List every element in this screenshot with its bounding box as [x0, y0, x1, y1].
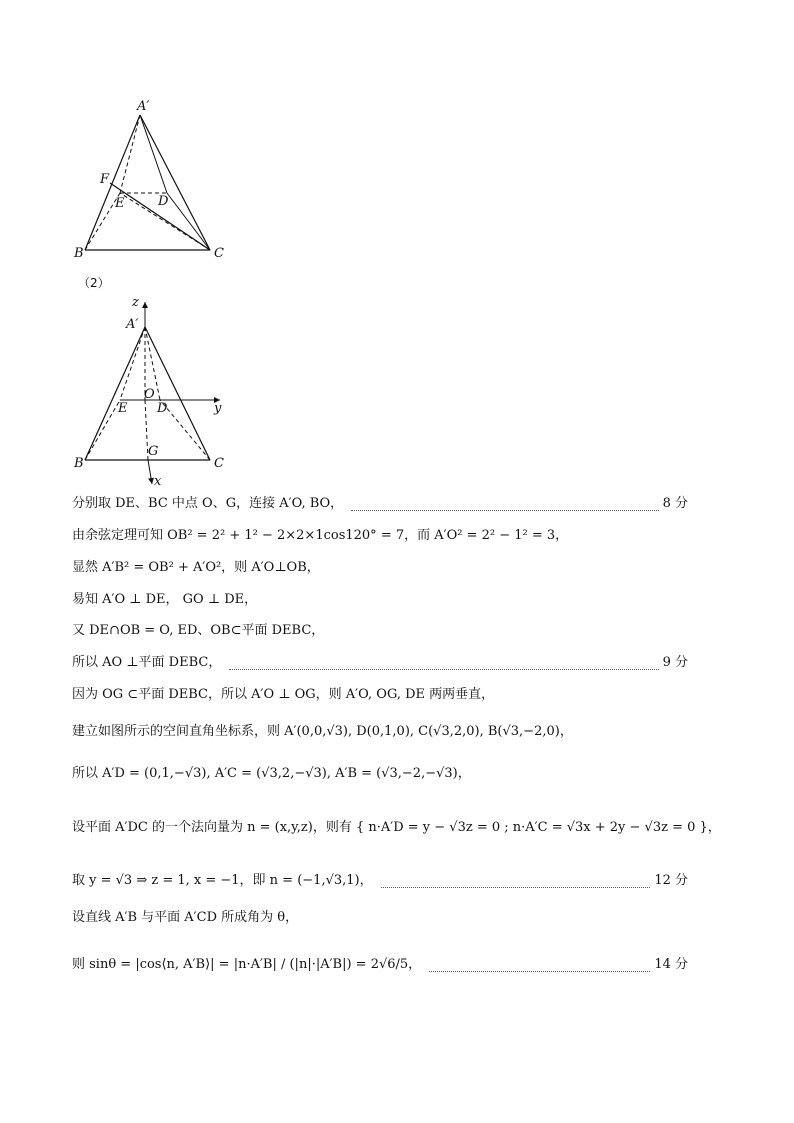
label-apex: A′ [137, 99, 150, 114]
score-label: 12 分 [654, 873, 688, 888]
solution-line-3 [72, 556, 688, 580]
line-text: 显然 A′B² = OB² + A′O²，则 A′O⊥OB， [72, 560, 320, 575]
label-o: O [144, 387, 155, 402]
line-text: 因为 OG ⊂平面 DEBC，所以 A′O ⊥ OG，则 A′O, OG, DE 两两垂直， [72, 687, 495, 702]
label-c: C [214, 456, 224, 471]
line-text: 易知 A′O ⊥ DE， GO ⊥ DE， [72, 592, 258, 607]
score-label: 14 分 [654, 957, 688, 972]
leader-dots [229, 657, 658, 670]
axis-label-z: z [132, 295, 139, 310]
figure-1-svg [60, 95, 240, 270]
line-text: 取 y = √3 ⇒ z = 1, x = −1，即 n = (−1,√3,1)， [72, 873, 373, 888]
score-label: 8 分 [662, 496, 688, 511]
solution-line-13 [72, 953, 688, 977]
axis-label-x: x [154, 474, 162, 487]
label-f: F [100, 172, 110, 187]
solution-line-2 [72, 524, 688, 548]
line-text: 所以 AO ⊥平面 DEBC， [72, 655, 222, 670]
label-b: B [74, 456, 84, 471]
line-text: 设直线 A′B 与平面 A′CD 所成角为 θ， [72, 910, 299, 925]
figure-2-coordinate-pyramid [60, 292, 250, 487]
label-b: B [74, 246, 84, 261]
label-c: C [214, 246, 224, 261]
leader-dots [381, 875, 651, 888]
figure-1-pyramid [60, 95, 240, 270]
label-d: D [157, 401, 168, 416]
label-e: E [115, 196, 125, 211]
score-label: 9 分 [662, 655, 688, 670]
axis-label-y: y [214, 401, 222, 416]
figure-2-svg [60, 292, 250, 487]
line-text: 建立如图所示的空间直角坐标系，则 A′(0,0,√3), D(0,1,0), C(√3,2,0), B(√3,−2,0)， [72, 724, 573, 739]
solution-line-7 [72, 683, 688, 707]
line-text: 由余弦定理可知 OB² = 2² + 1² − 2×2×1cos120° = 7，而 A′O² = 2² − 1² = 3， [72, 528, 569, 543]
solution-line-10 [72, 816, 721, 840]
solution-line-1 [72, 492, 688, 516]
leader-dots [351, 498, 658, 511]
label-apex: A′ [126, 317, 139, 332]
line-text: 则 sinθ = |cos⟨n, A′B⟩| = |n·A′B| / (|n|·|A′B|) = 2√6/5， [72, 957, 422, 972]
solution-line-5 [72, 619, 688, 643]
solution-line-4 [72, 588, 688, 612]
line-text: 所以 A′D = (0,1,−√3), A′C = (√3,2,−√3), A′B = (√3,−2,−√3)， [72, 766, 471, 781]
label-g: G [148, 444, 159, 459]
label-d: D [158, 194, 169, 209]
solution-line-9 [72, 762, 688, 786]
solution-line-8 [72, 720, 688, 744]
line-text: 设平面 A′DC 的一个法向量为 n = (x,y,z)，则有 { n·A′D = y − √3z = 0 ; n·A′C = √3x + 2y − √3z = 0 }， [72, 820, 721, 835]
solution-line-12 [72, 906, 688, 930]
line-text: 分别取 DE、BC 中点 O、G，连接 A′O, BO， [72, 496, 344, 511]
label-e: E [118, 401, 128, 416]
part-label: （2） [78, 276, 110, 290]
solution-line-6 [72, 651, 688, 675]
leader-dots [429, 959, 650, 972]
line-text: 又 DE∩OB = O, ED、OB⊂平面 DEBC， [72, 623, 325, 638]
solution-line-11 [72, 869, 688, 893]
